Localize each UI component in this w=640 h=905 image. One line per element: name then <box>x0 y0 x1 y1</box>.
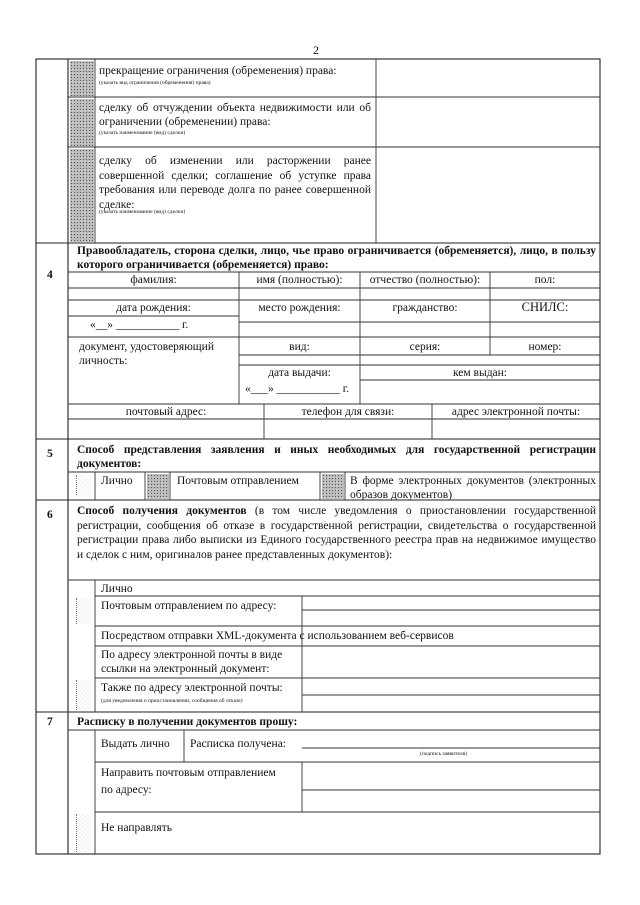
section-6-title-rest: (в том числе уведомления о приостановлении государственной регистрации, сообщения об отказе в государственной регистрации, свидетельства о государственной регистрации права либо выписки из Единого государственного реестра прав на недвижимое имущество и сделок с ним, оригиналов ранее представленных документов): <box>77 505 596 561</box>
citizenship-label: гражданство: <box>392 302 458 314</box>
checkbox-receive-also-email[interactable] <box>76 680 91 710</box>
checkbox-submit-personal[interactable] <box>76 475 91 495</box>
checkbox-alienation-deal[interactable] <box>70 99 94 146</box>
phone-label: телефон для связи: <box>301 406 395 418</box>
issue-date-template: «___» ___________ г. <box>245 383 350 395</box>
snils-label: СНИЛС: <box>521 300 569 314</box>
section-6-title <box>77 504 596 562</box>
section-number-6: 6 <box>47 509 53 521</box>
receive-also-email-hint: (для уведомления о приостановлении, сообщения об отказе) <box>101 698 243 704</box>
submit-post-label: Почтовым отправлением <box>177 475 299 487</box>
alienation-deal-label: сделку об отчуждении объекта недвижимости или об ограничении (обременении) права: <box>99 102 371 128</box>
id-document-label: документ, удостоверяющий личность: <box>79 341 214 367</box>
checkbox-receipt-none[interactable] <box>76 814 91 852</box>
receive-post-label: Почтовым отправлением по адресу: <box>101 600 277 612</box>
section-5-title: Способ представления заявления и иных необходимых для государственной регистрации документов: <box>77 444 596 470</box>
receipt-post-label-line1: Направить почтовым отправлением <box>101 767 276 779</box>
receive-email-link-label: По адресу электронной почты в виде ссылки на электронный документ: <box>101 649 283 675</box>
email-label: адрес электронной почты: <box>451 406 581 418</box>
section-7-title: Расписку в получении документов прошу: <box>77 716 298 728</box>
surname-label: фамилия: <box>130 274 177 286</box>
checkbox-receive-post[interactable] <box>76 598 91 624</box>
patronymic-label: отчество (полностью): <box>369 274 481 286</box>
birth-date-label: дата рождения: <box>116 302 191 314</box>
checkbox-submit-electronic[interactable] <box>322 474 344 499</box>
checkbox-change-deal[interactable] <box>70 149 94 242</box>
receipt-none-label: Не направлять <box>101 822 172 834</box>
receive-xml-label: Посредством отправки XML-документа с использованием веб-сервисов <box>101 630 454 642</box>
section-4-title: Правообладатель, сторона сделки, лицо, чье право ограничивается (обременяется), лицо, в пользу которого ограничивается (обременяется) право: <box>77 245 596 271</box>
first-name-label: имя (полностью): <box>256 274 343 286</box>
doc-kind-label: вид: <box>289 341 310 353</box>
section-number-4: 4 <box>47 269 53 281</box>
birth-place-label: место рождения: <box>258 302 341 314</box>
section-number-5: 5 <box>47 448 53 460</box>
section-number-7: 7 <box>47 716 53 728</box>
birth-date-template: «__» ___________ г. <box>90 319 189 331</box>
termination-hint: (указать вид ограничения (обременения) права) <box>99 80 211 86</box>
sex-label: пол: <box>534 274 556 286</box>
checkbox-termination[interactable] <box>70 61 94 96</box>
termination-label: прекращение ограничения (обременения) права: <box>99 65 337 77</box>
postal-address-label: почтовый адрес: <box>125 406 207 418</box>
doc-number-label: номер: <box>528 341 562 353</box>
signature-hint: (подпись заявителя) <box>420 751 468 757</box>
section-6-title-bold: Способ получения документов <box>77 505 247 517</box>
checkbox-submit-post[interactable] <box>147 474 169 499</box>
receipt-post-label-line2: по адресу: <box>101 784 152 796</box>
receive-personal-label: Лично <box>101 583 133 595</box>
submit-personal-label: Лично <box>101 475 133 487</box>
receipt-personal-label: Выдать лично <box>101 738 170 750</box>
issue-date-label: дата выдачи: <box>268 367 331 379</box>
page-number: 2 <box>313 43 319 57</box>
issued-by-label: кем выдан: <box>452 367 508 379</box>
receipt-received-label: Расписка получена: <box>190 738 286 750</box>
change-deal-label: сделку об изменении или расторжении ранее совершенной сделки; соглашение об уступке права требования или переводе долга по ранее совершенной сделке: <box>99 155 371 211</box>
change-deal-hint: (указать наименование (вид) сделки) <box>99 209 186 215</box>
doc-series-label: серия: <box>409 341 441 353</box>
alienation-deal-hint: (указать наименование (вид) сделки) <box>99 130 186 136</box>
receive-also-email-label: Также по адресу электронной почты: <box>101 682 283 694</box>
submit-electronic-label: В форме электронных документов (электронных образов документов) <box>350 475 596 501</box>
